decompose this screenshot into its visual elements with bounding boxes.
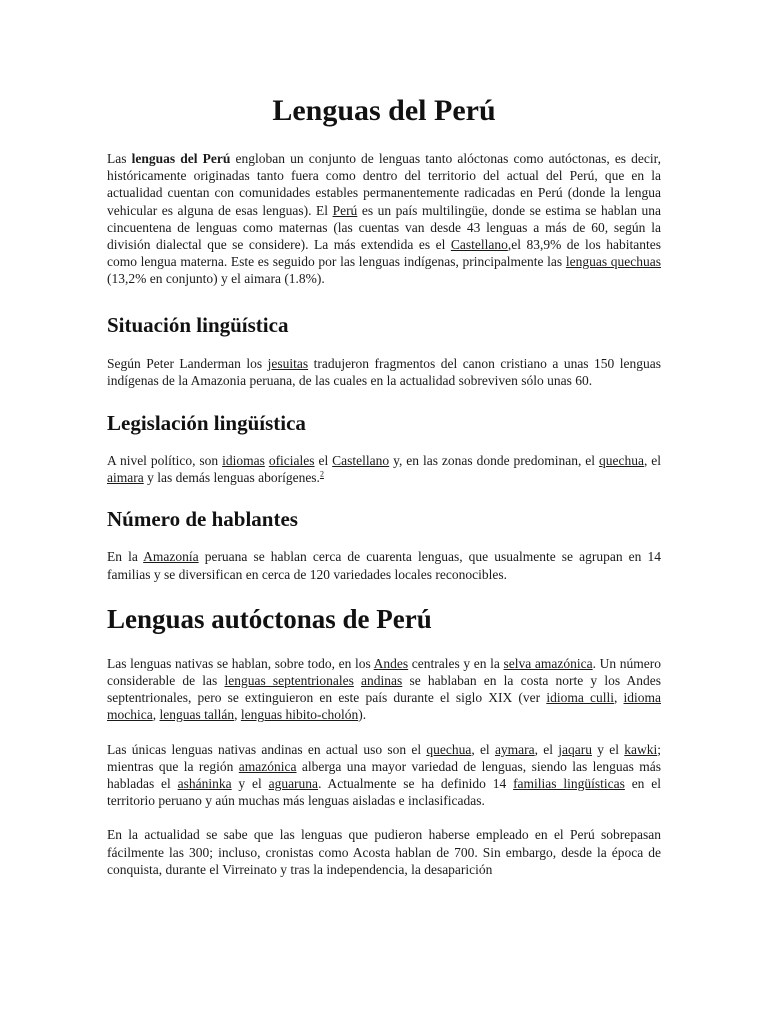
intro-paragraph: Las lenguas del Perú engloban un conjunto de lenguas tanto alóctonas como autóctonas, es decir, históricamente originadas tanto fuera como dentro del territorio del actual del Perú, que en la actualidad cuentan con comunidades estables permanentemente radicadas en Perú (donde la lengua vehicular es alguna de esas lenguas). El Perú es un país multilingüe, donde se estima se hablan una cincuentena de lenguas como maternas (las cuentas van desde 43 lenguas a más de 60, según la división dialectal que se considere). La más extendida es el Castellano,el 83,9% de los habitantes como lengua materna. Este es seguido por las lenguas indígenas, principalmente las lenguas quechuas (13,2% en conjunto) y el aimara (1.8%). xyxy=(107,151,661,287)
link-aimara[interactable]: aimara xyxy=(107,470,144,486)
link-amazonica[interactable]: amazónica xyxy=(238,758,297,774)
hablantes-paragraph: En la Amazonía peruana se hablan cerca de cuarenta lenguas, que usualmente se agrupan en 14 familias y se diversifican en cerca de 120 variedades locales reconocibles. xyxy=(107,549,661,582)
heading-legislacion: Legislación lingüística xyxy=(107,411,306,436)
link-peru[interactable]: Perú xyxy=(332,202,358,218)
autoctonas-paragraph-1: Las lenguas nativas se hablan, sobre todo, en los Andes centrales y en la selva amazónica. Un número considerable de las lenguas septentrionales andinas se hablaban en la costa norte y los Andes septentrionales, pero se extinguieron en este país durante el siglo XIX (ver idioma culli, idioma mochica, lenguas tallán, lenguas hibito-cholón). xyxy=(107,655,662,723)
heading-hablantes: Número de hablantes xyxy=(107,507,298,532)
footnote-ref[interactable]: 2 xyxy=(319,469,324,479)
link-oficiales[interactable]: oficiales xyxy=(268,453,315,469)
link-andinas[interactable]: andinas xyxy=(361,673,403,689)
link-jaqaru[interactable]: jaqaru xyxy=(558,741,593,757)
autoctonas-paragraph-2: Las únicas lenguas nativas andinas en actual uso son el quechua, el aymara, el jaqaru y el kawki; mientras que la región amazónica alberga una mayor variedad de lenguas, siendo las lenguas más habladas el asháninka y el aguaruna. Actualmente se ha definido 14 familias lingüísticas en el territorio peruano y aún muchas más lenguas aisladas e inclasificadas. xyxy=(107,741,662,809)
heading-situacion: Situación lingüística xyxy=(107,312,289,337)
link-lenguas-hibito-cholon[interactable]: lenguas hibito-cholón xyxy=(240,707,359,723)
document-content xyxy=(107,92,661,878)
link-castellano[interactable]: Castellano xyxy=(450,237,508,253)
link-aguaruna[interactable]: aguaruna xyxy=(268,776,319,792)
heading-autoctonas: Lenguas autóctonas de Perú xyxy=(107,603,432,634)
autoctonas-paragraph-3: En la actualidad se sabe que las lenguas que pudieron haberse empleado en el Perú sobrepasan fácilmente las 300; incluso, cronistas como Acosta hablan de 700. Sin embargo, desde la época de conquista, durante el Virreinato y tras la independencia, la desaparición xyxy=(107,827,661,877)
link-andes[interactable]: Andes xyxy=(373,655,409,671)
link-jesuitas[interactable]: jesuitas xyxy=(267,355,309,371)
link-quechua-2[interactable]: quechua xyxy=(426,741,472,757)
link-aymara[interactable]: aymara xyxy=(494,741,535,757)
link-amazonia[interactable]: Amazonía xyxy=(143,549,199,565)
link-selva-amazonica[interactable]: selva amazónica xyxy=(503,655,593,671)
page-title: Lenguas del Perú xyxy=(272,94,496,127)
link-idiomas[interactable]: idiomas xyxy=(222,453,265,469)
link-idioma-culli[interactable]: idioma culli xyxy=(546,690,614,706)
link-lenguas-tallan[interactable]: lenguas tallán xyxy=(159,707,235,723)
bold-term: lenguas del Perú xyxy=(131,151,231,166)
link-castellano-2[interactable]: Castellano xyxy=(332,453,390,469)
link-lenguas-quechuas[interactable]: lenguas quechuas xyxy=(565,254,661,270)
link-kawki[interactable]: kawki xyxy=(624,741,658,757)
link-familias-linguisticas[interactable]: familias lingüísticas xyxy=(513,776,625,792)
link-ashaninka[interactable]: asháninka xyxy=(177,776,232,792)
situacion-paragraph: Según Peter Landerman los jesuitas tradujeron fragmentos del canon cristiano a unas 150 lenguas indígenas de la Amazonia peruana, de las cuales en la actualidad sobreviven sólo unas 60. xyxy=(107,355,661,388)
legislacion-paragraph: A nivel político, son idiomas oficiales el Castellano y, en las zonas donde predominan, el quechua, el aimara y las demás lenguas aborígenes.$^2$ xyxy=(107,453,662,486)
link-idioma-mochica[interactable]: idioma mochica xyxy=(107,690,661,723)
link-lenguas-septentrionales[interactable]: lenguas septentrionales xyxy=(224,673,354,689)
link-quechua[interactable]: quechua xyxy=(598,453,644,469)
